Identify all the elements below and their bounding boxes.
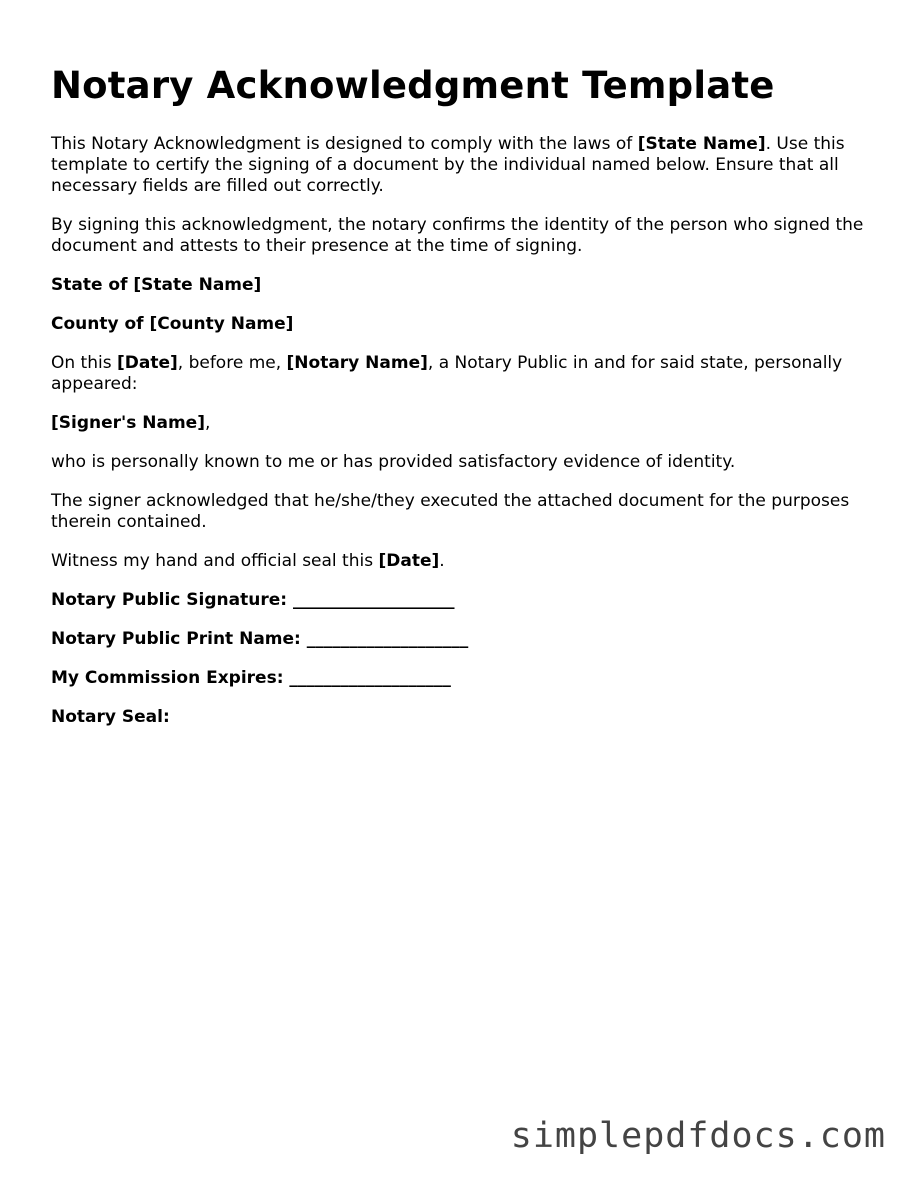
intro-text-1: This Notary Acknowledgment is designed to comply with the laws of — [51, 134, 638, 154]
identity-paragraph: who is personally known to me or has provided satisfactory evidence of identity. — [51, 452, 736, 472]
acknowledged-paragraph: The signer acknowledged that he/she/they executed the attached document for the purposes therein contained. — [51, 491, 850, 532]
witness-text-2: . — [439, 551, 445, 571]
venue-state: State of [State Name] — [51, 275, 262, 295]
appearance-paragraph — [51, 353, 881, 395]
witness-date-placeholder: [Date] — [378, 551, 440, 571]
witness-paragraph — [51, 551, 881, 572]
appearance-text-1: On this — [51, 353, 117, 373]
venue-county: County of [County Name] — [51, 314, 294, 334]
print-name-field: Notary Public Print Name: ___________________ — [51, 629, 469, 649]
signer-line — [51, 413, 881, 434]
notary-seal-label: Notary Seal: — [51, 707, 170, 727]
page-title: Notary Acknowledgment Template — [51, 64, 775, 107]
intro-text-2: . Use this template to certify the signing of a document by the individual named below. Ensure that all necessary fields are filled out correctly. — [51, 134, 845, 196]
signer-name-placeholder: [Signer's Name] — [51, 413, 205, 433]
witness-text-1: Witness my hand and official seal this — [51, 551, 379, 571]
appearance-text-3: , a Notary Public in and for said state, personally appeared: — [51, 353, 843, 394]
commission-field: My Commission Expires: ___________________ — [51, 668, 451, 688]
document-page — [51, 62, 881, 746]
appearance-text-2: , before me, — [177, 353, 287, 373]
appearance-date-placeholder: [Date] — [116, 353, 178, 373]
intro-paragraph — [51, 134, 881, 197]
signature-field: Notary Public Signature: ___________________ — [51, 590, 455, 610]
site-watermark: simplepdfdocs.com — [510, 1116, 886, 1156]
signer-comma: , — [204, 413, 211, 433]
intro-state-placeholder: [State Name] — [637, 134, 766, 154]
appearance-notary-placeholder: [Notary Name] — [286, 353, 428, 373]
confirmation-paragraph: By signing this acknowledgment, the notary confirms the identity of the person who signed the document and attests to their presence at the time of signing. — [51, 215, 864, 256]
